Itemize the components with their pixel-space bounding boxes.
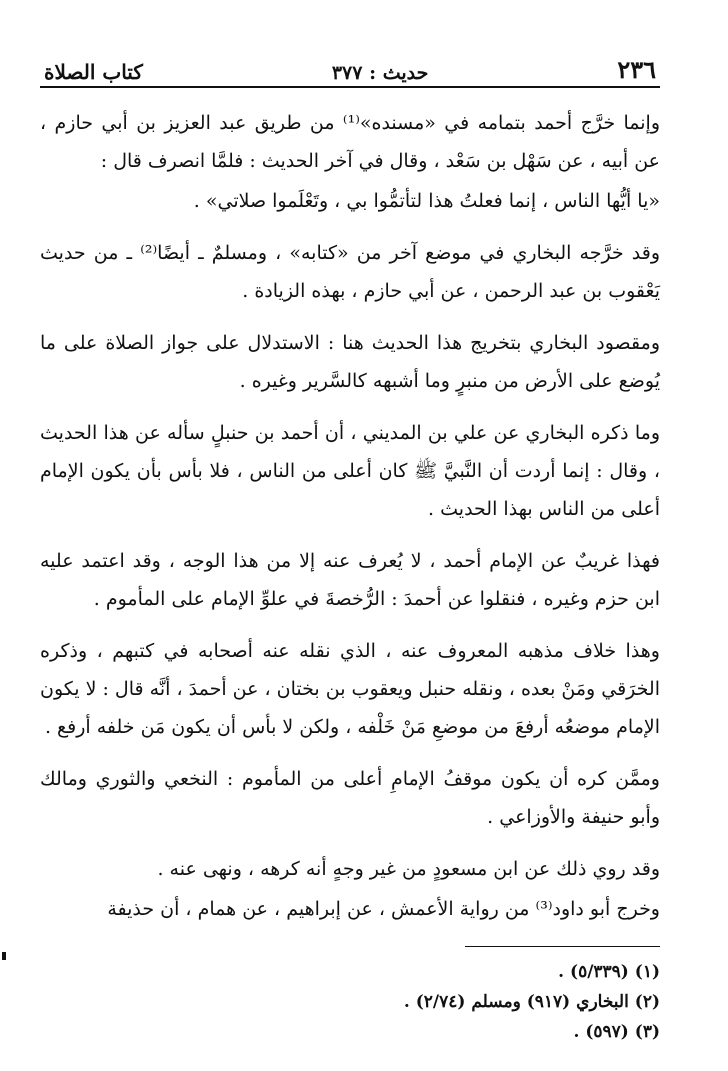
paragraph: وخرج أبو داود⁽³⁾ من رواية الأعمش ، عن إبراهيم ، عن همام ، أن حذيفة xyxy=(107,898,660,920)
paragraph: وقد خرَّجه البخاري في موضع آخر من «كتابه» ، ومسلمٌ ـ أيضًا⁽²⁾ ـ من حديث يَعْقوب بن عبد الرحمن ، عن أبي حازم ، بهذه الزيادة . xyxy=(40,242,661,302)
footnote-separator xyxy=(465,946,660,947)
scan-edge-mark xyxy=(2,952,6,960)
book-title: كتاب الصلاة xyxy=(44,60,143,84)
footnote: (١) (٥/٣٣٩) . xyxy=(558,962,660,982)
paragraph: وقد روي ذلك عن ابن مسعودٍ من غير وجهٍ أنه كرهه ، ونهى عنه . xyxy=(157,858,660,880)
paragraph: وما ذكره البخاري عن علي بن المديني ، أن أحمد بن حنبلٍ سأله عن هذا الحديث ، وقال : إنما أردت أن النَّبيَّ ﷺ كان أعلى من الناس ، فلا بأس بأن يكون الإمام أعلى من الناس بهذا الحديث . xyxy=(40,422,660,520)
page-header xyxy=(40,44,660,88)
paragraph: ومقصود البخاري بتخريج هذا الحديث هنا : الاستدلال على جواز الصلاة على ما يُوضع على الأرض من منبرٍ وما أشبهه كالسَّرير وغيره . xyxy=(40,332,660,392)
paragraph: وممَّن كره أن يكون موقفُ الإمامِ أعلى من المأموم : النخعي والثوري ومالك وأبو حنيفة والأوزاعي . xyxy=(40,768,660,828)
book-page xyxy=(40,44,660,1044)
footnotes xyxy=(40,957,660,1047)
paragraph: فهذا غريبٌ عن الإمام أحمد ، لا يُعرف عنه إلا من هذا الوجه ، وقد اعتمد عليه ابن حزم وغيره ، فنقلوا عن أحمدَ : الرُّخصةَ في علوِّ الإمام على المأموم . xyxy=(40,550,660,610)
paragraph: وإنما خرَّج أحمد بتمامه في «مسنده»⁽¹⁾ من طريق عبد العزيز بن أبي حازم ، عن أبيه ، عن سَهْل بن سَعْد ، وقال في آخر الحديث : فلمَّا انصرف قال : xyxy=(40,112,660,172)
hadith-quote: «يا أيُّها الناس ، إنما فعلتُ هذا لتأتمُّوا بي ، وتَعْلَموا صلاتي» . xyxy=(193,190,660,212)
main-text xyxy=(40,104,660,928)
footnote: (٢) البخاري (٩١٧) ومسلم (٢/٧٤) . xyxy=(403,992,660,1012)
paragraph: وهذا خلاف مذهبه المعروف عنه ، الذي نقله عنه أصحابه في كتبهم ، وذكره الخرَقي ومَنْ بعده ، ونقله حنبل ويعقوب بن بختان ، عن أحمدَ ، أنَّه قال : لا يكون الإمام موضعُه أرفعَ من موضعِ مَنْ خَلْفه ، ولكن لا بأس أن يكون مَن خلفه أرفع . xyxy=(40,640,660,738)
footnote: (٣) (٥٩٧) . xyxy=(573,1022,660,1042)
hadith-number: حديث : ٣٧٧ xyxy=(331,62,429,84)
page-number: ٢٣٦ xyxy=(617,55,656,84)
